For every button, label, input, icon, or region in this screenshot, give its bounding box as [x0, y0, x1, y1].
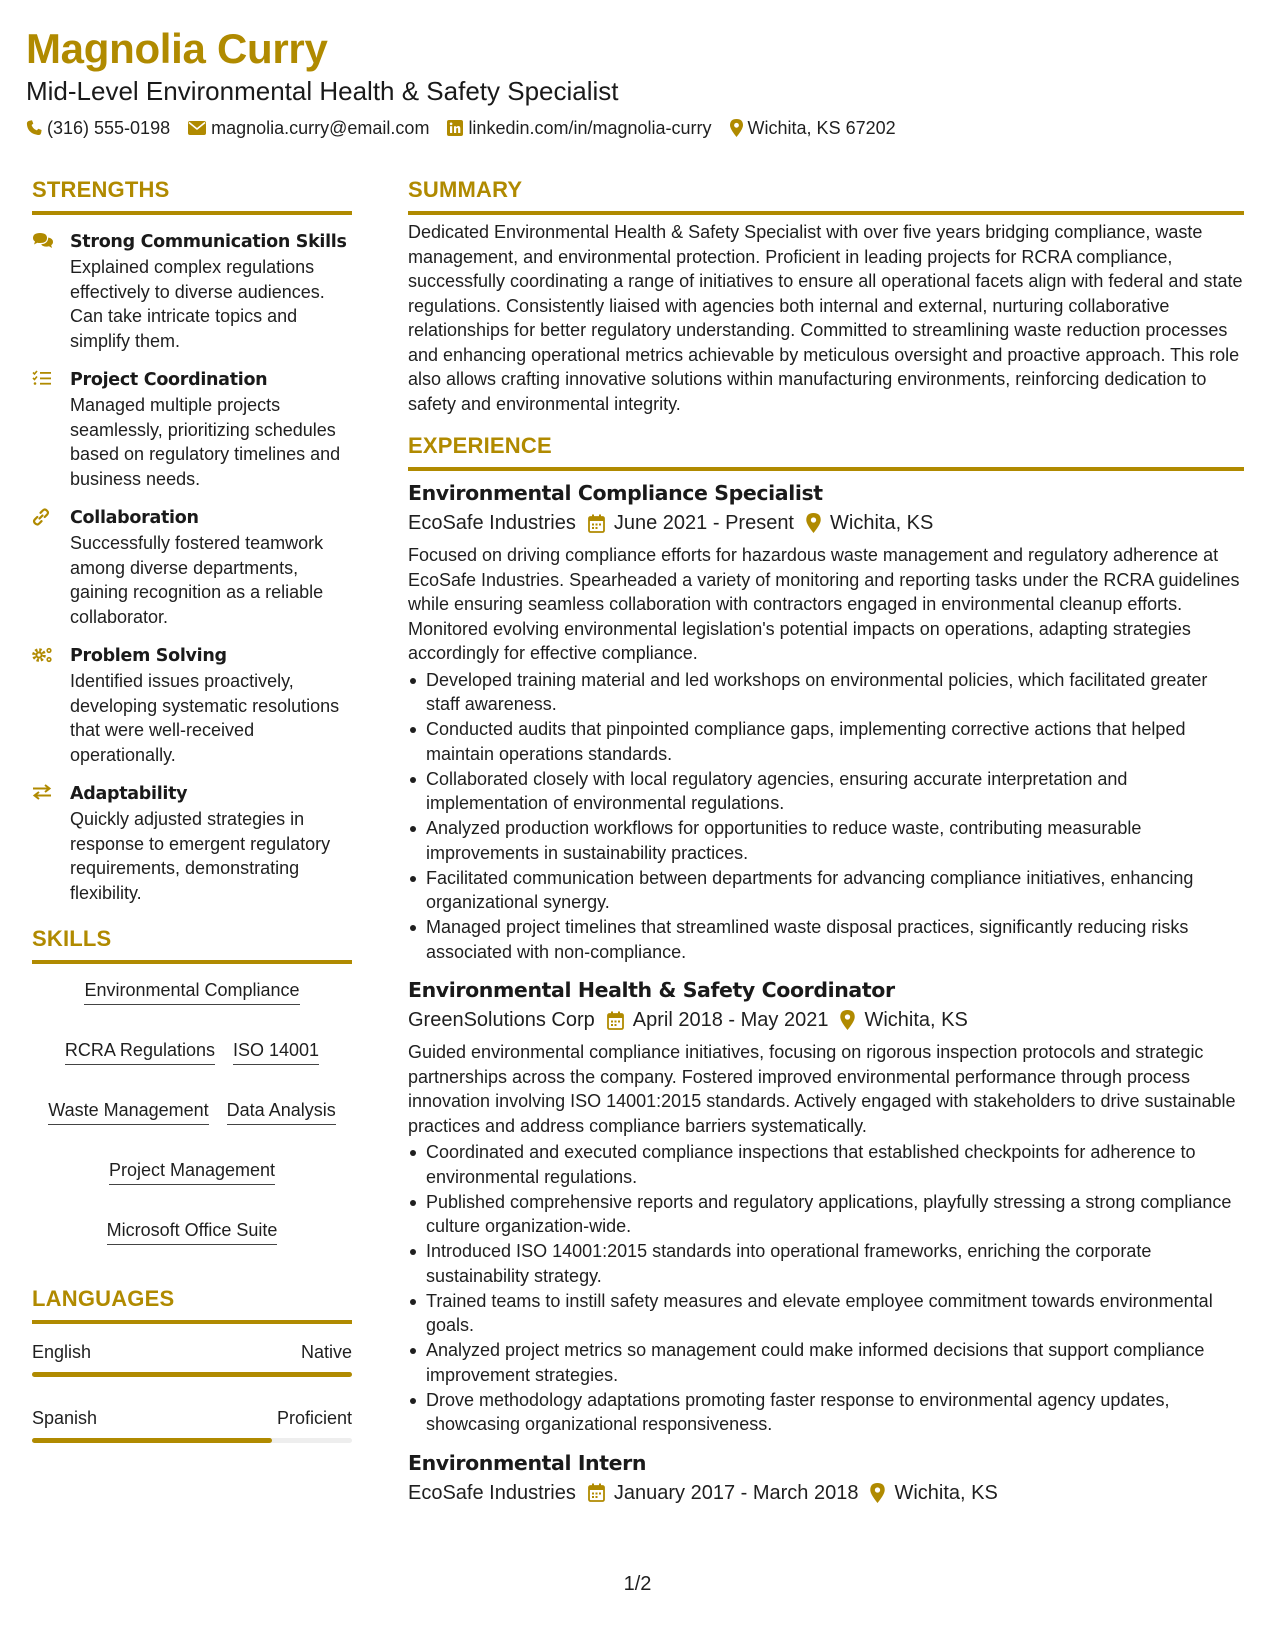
language-item [32, 1340, 352, 1377]
job-description: Focused on driving compliance efforts for hazardous waste management and regulatory adherence at EcoSafe Industries. Spearheaded a variety of monitoring and reporting tasks under the RCRA guidelines while ensuring seamless collaboration with contractors engaged in environmental cleanup efforts. Monitored evolving environmental legislation's potential impacts on operations, adapting strategies accordingly for effective compliance. [408, 545, 1240, 663]
strength-title: Problem Solving [70, 646, 227, 666]
strength-desc: Explained complex regulations effectively to diverse audiences. Can take intricate topics and simplify them. [70, 257, 325, 351]
strength-desc: Identified issues proactively, developing systematic resolutions that were well-received operationally. [70, 671, 340, 765]
calendar-icon [588, 514, 605, 533]
job-location: Wichita, KS [864, 1009, 968, 1031]
language-name: Spanish [32, 1408, 98, 1428]
job-meta [408, 1479, 1244, 1507]
job-title: Environmental Compliance Specialist [408, 481, 823, 505]
job-location: Wichita, KS [830, 512, 934, 534]
strengths-heading: STRENGTHS [32, 176, 352, 215]
job-bullets [408, 1140, 1244, 1437]
swap-arrows-icon [32, 784, 52, 800]
strength-item [32, 781, 352, 905]
strength-item [32, 505, 352, 629]
contact-location [730, 118, 896, 139]
skill-tag: Microsoft Office Suite [107, 1217, 278, 1245]
resume-header [26, 22, 1246, 140]
skill-tag: ISO 14001 [233, 1037, 319, 1065]
experience-heading: EXPERIENCE [408, 432, 1244, 471]
language-level-bar [32, 1438, 352, 1443]
email-text: magnolia.curry@email.com [211, 117, 430, 138]
strength-title: Project Coordination [70, 370, 268, 390]
language-name: English [32, 1342, 92, 1362]
skill-tag: Waste Management [48, 1097, 208, 1125]
language-item [32, 1406, 352, 1443]
location-text: Wichita, KS 67202 [747, 117, 896, 138]
job-dates: June 2021 - Present [613, 512, 794, 534]
job-entry [408, 1449, 1244, 1507]
comments-icon [32, 232, 54, 250]
bullet-item: Collaborated closely with local regulatory agencies, ensuring accurate interpretation and implementation of environmental regulations. [408, 767, 1244, 816]
job-entry [408, 479, 1244, 964]
bullet-item: Introduced ISO 14001:2015 standards into operational frameworks, enriching the corporate sustainability strategy. [408, 1239, 1244, 1288]
skill-tag: Data Analysis [227, 1097, 336, 1125]
contact-bar [26, 116, 1246, 140]
task-list-icon [32, 370, 52, 386]
job-entry [408, 976, 1244, 1437]
map-pin-icon [730, 119, 743, 137]
strength-item [32, 643, 352, 767]
job-title: Environmental Intern [408, 1450, 647, 1475]
language-level: Proficient [276, 1408, 352, 1428]
job-company: EcoSafe Industries [408, 1481, 576, 1504]
summary-heading: SUMMARY [408, 176, 1244, 215]
envelope-icon [188, 121, 206, 135]
link-icon [32, 508, 50, 526]
contact-linkedin[interactable] [447, 118, 711, 139]
right-column [408, 176, 1244, 1507]
contact-phone [26, 118, 170, 139]
skill-tag: Environmental Compliance [84, 977, 299, 1005]
linkedin-text: linkedin.com/in/magnolia-curry [468, 117, 712, 138]
strengths-list [32, 229, 352, 905]
phone-icon [26, 120, 42, 136]
candidate-title: Mid-Level Environmental Health & Safety Specialist [26, 76, 619, 106]
bullet-item: Published comprehensive reports and regulatory applications, playfully stressing a strong compliance culture organization-wide. [408, 1190, 1244, 1239]
bullet-item: Managed project timelines that streamlined waste disposal practices, significantly reducing risks associated with non-compliance. [408, 915, 1244, 964]
page-number: 1/2 [623, 1573, 652, 1595]
job-description: Guided environmental compliance initiatives, focusing on rigorous inspection protocols and strategic partnerships across the company. Fostered improved environmental performance through process innovation involving ISO 14001:2015 standards. Actively engaged with stakeholders to drive sustainable practices and address compliance barriers systematically. [408, 1042, 1236, 1136]
strength-desc: Managed multiple projects seamlessly, prioritizing schedules based on regulatory timelines and business needs. [70, 395, 341, 489]
language-level-fill [32, 1372, 352, 1377]
strength-item [32, 229, 352, 353]
job-company: EcoSafe Industries [408, 512, 576, 534]
language-level-bar [32, 1372, 352, 1377]
contact-email[interactable] [188, 118, 429, 139]
left-column [32, 176, 352, 1443]
job-meta [408, 1006, 1244, 1034]
strength-desc: Successfully fostered teamwork among diverse departments, gaining recognition as a reliable collaborator. [70, 533, 324, 627]
job-company: GreenSolutions Corp [408, 1009, 595, 1031]
job-dates: January 2017 - March 2018 [613, 1481, 859, 1504]
job-bullets [408, 668, 1244, 965]
bullet-item: Facilitated communication between departments for advancing compliance initiatives, enhancing organizational synergy. [408, 866, 1244, 915]
skill-tag: Project Management [109, 1157, 275, 1185]
languages-list [32, 1340, 352, 1443]
bullet-item: Conducted audits that pinpointed compliance gaps, implementing corrective actions that helped maintain operations standards. [408, 717, 1244, 766]
bullet-item: Developed training material and led workshops on environmental policies, which facilitated greater staff awareness. [408, 668, 1244, 717]
skill-tag: RCRA Regulations [65, 1037, 215, 1065]
map-pin-icon [870, 1483, 885, 1503]
strength-item [32, 367, 352, 491]
languages-heading: LANGUAGES [32, 1285, 352, 1324]
bullet-item: Analyzed project metrics so management could make informed decisions that support compliance improvement strategies. [408, 1338, 1244, 1387]
candidate-name: Magnolia Curry [26, 25, 328, 72]
strength-desc: Quickly adjusted strategies in response to emergent regulatory requirements, demonstrating flexibility. [70, 809, 331, 903]
job-meta [408, 509, 1244, 537]
bullet-item: Coordinated and executed compliance inspections that established checkpoints for adherence to environmental regulations. [408, 1140, 1244, 1189]
bullet-item: Drove methodology adaptations promoting faster response to environmental agency updates, showcasing organizational responsiveness. [408, 1388, 1244, 1437]
calendar-icon [588, 1483, 605, 1502]
strength-title: Strong Communication Skills [70, 232, 347, 252]
strength-title: Adaptability [70, 784, 188, 804]
calendar-icon [607, 1011, 624, 1030]
map-pin-icon [840, 1010, 855, 1030]
summary-text: Dedicated Environmental Health & Safety Specialist with over five years bridging compliance, waste management, and environmental protection. Proficient in leading projects for RCRA compliance, successfully coordinating a range of initiatives to ensure all operational facets align with federal and state regulations. Consistently liaised with agencies both internal and external, nurturing collaborative relationships for better regulatory understanding. Committed to streamlining waste reduction processes and enhancing operational metrics achievable by meticulous oversight and proactive approach. This role also allows crafting innovative solutions within manufacturing environments, reinforcing dedication to safety and environmental integrity. [408, 222, 1243, 414]
linkedin-icon [447, 120, 463, 136]
language-level: Native [300, 1342, 352, 1362]
map-pin-icon [806, 513, 821, 533]
bullet-item: Trained teams to instill safety measures and elevate employee commitment towards environmental goals. [408, 1289, 1244, 1338]
phone-text: (316) 555-0198 [47, 117, 171, 138]
skills-heading: SKILLS [32, 925, 352, 964]
gears-icon [32, 646, 54, 664]
job-title: Environmental Health & Safety Coordinator [408, 978, 895, 1002]
strength-title: Collaboration [70, 508, 199, 528]
job-dates: April 2018 - May 2021 [632, 1009, 829, 1031]
job-location: Wichita, KS [894, 1481, 998, 1504]
skills-list [32, 977, 352, 1245]
language-level-fill [32, 1438, 272, 1443]
bullet-item: Analyzed production workflows for opportunities to reduce waste, contributing measurable improvements in sustainability practices. [408, 816, 1244, 865]
